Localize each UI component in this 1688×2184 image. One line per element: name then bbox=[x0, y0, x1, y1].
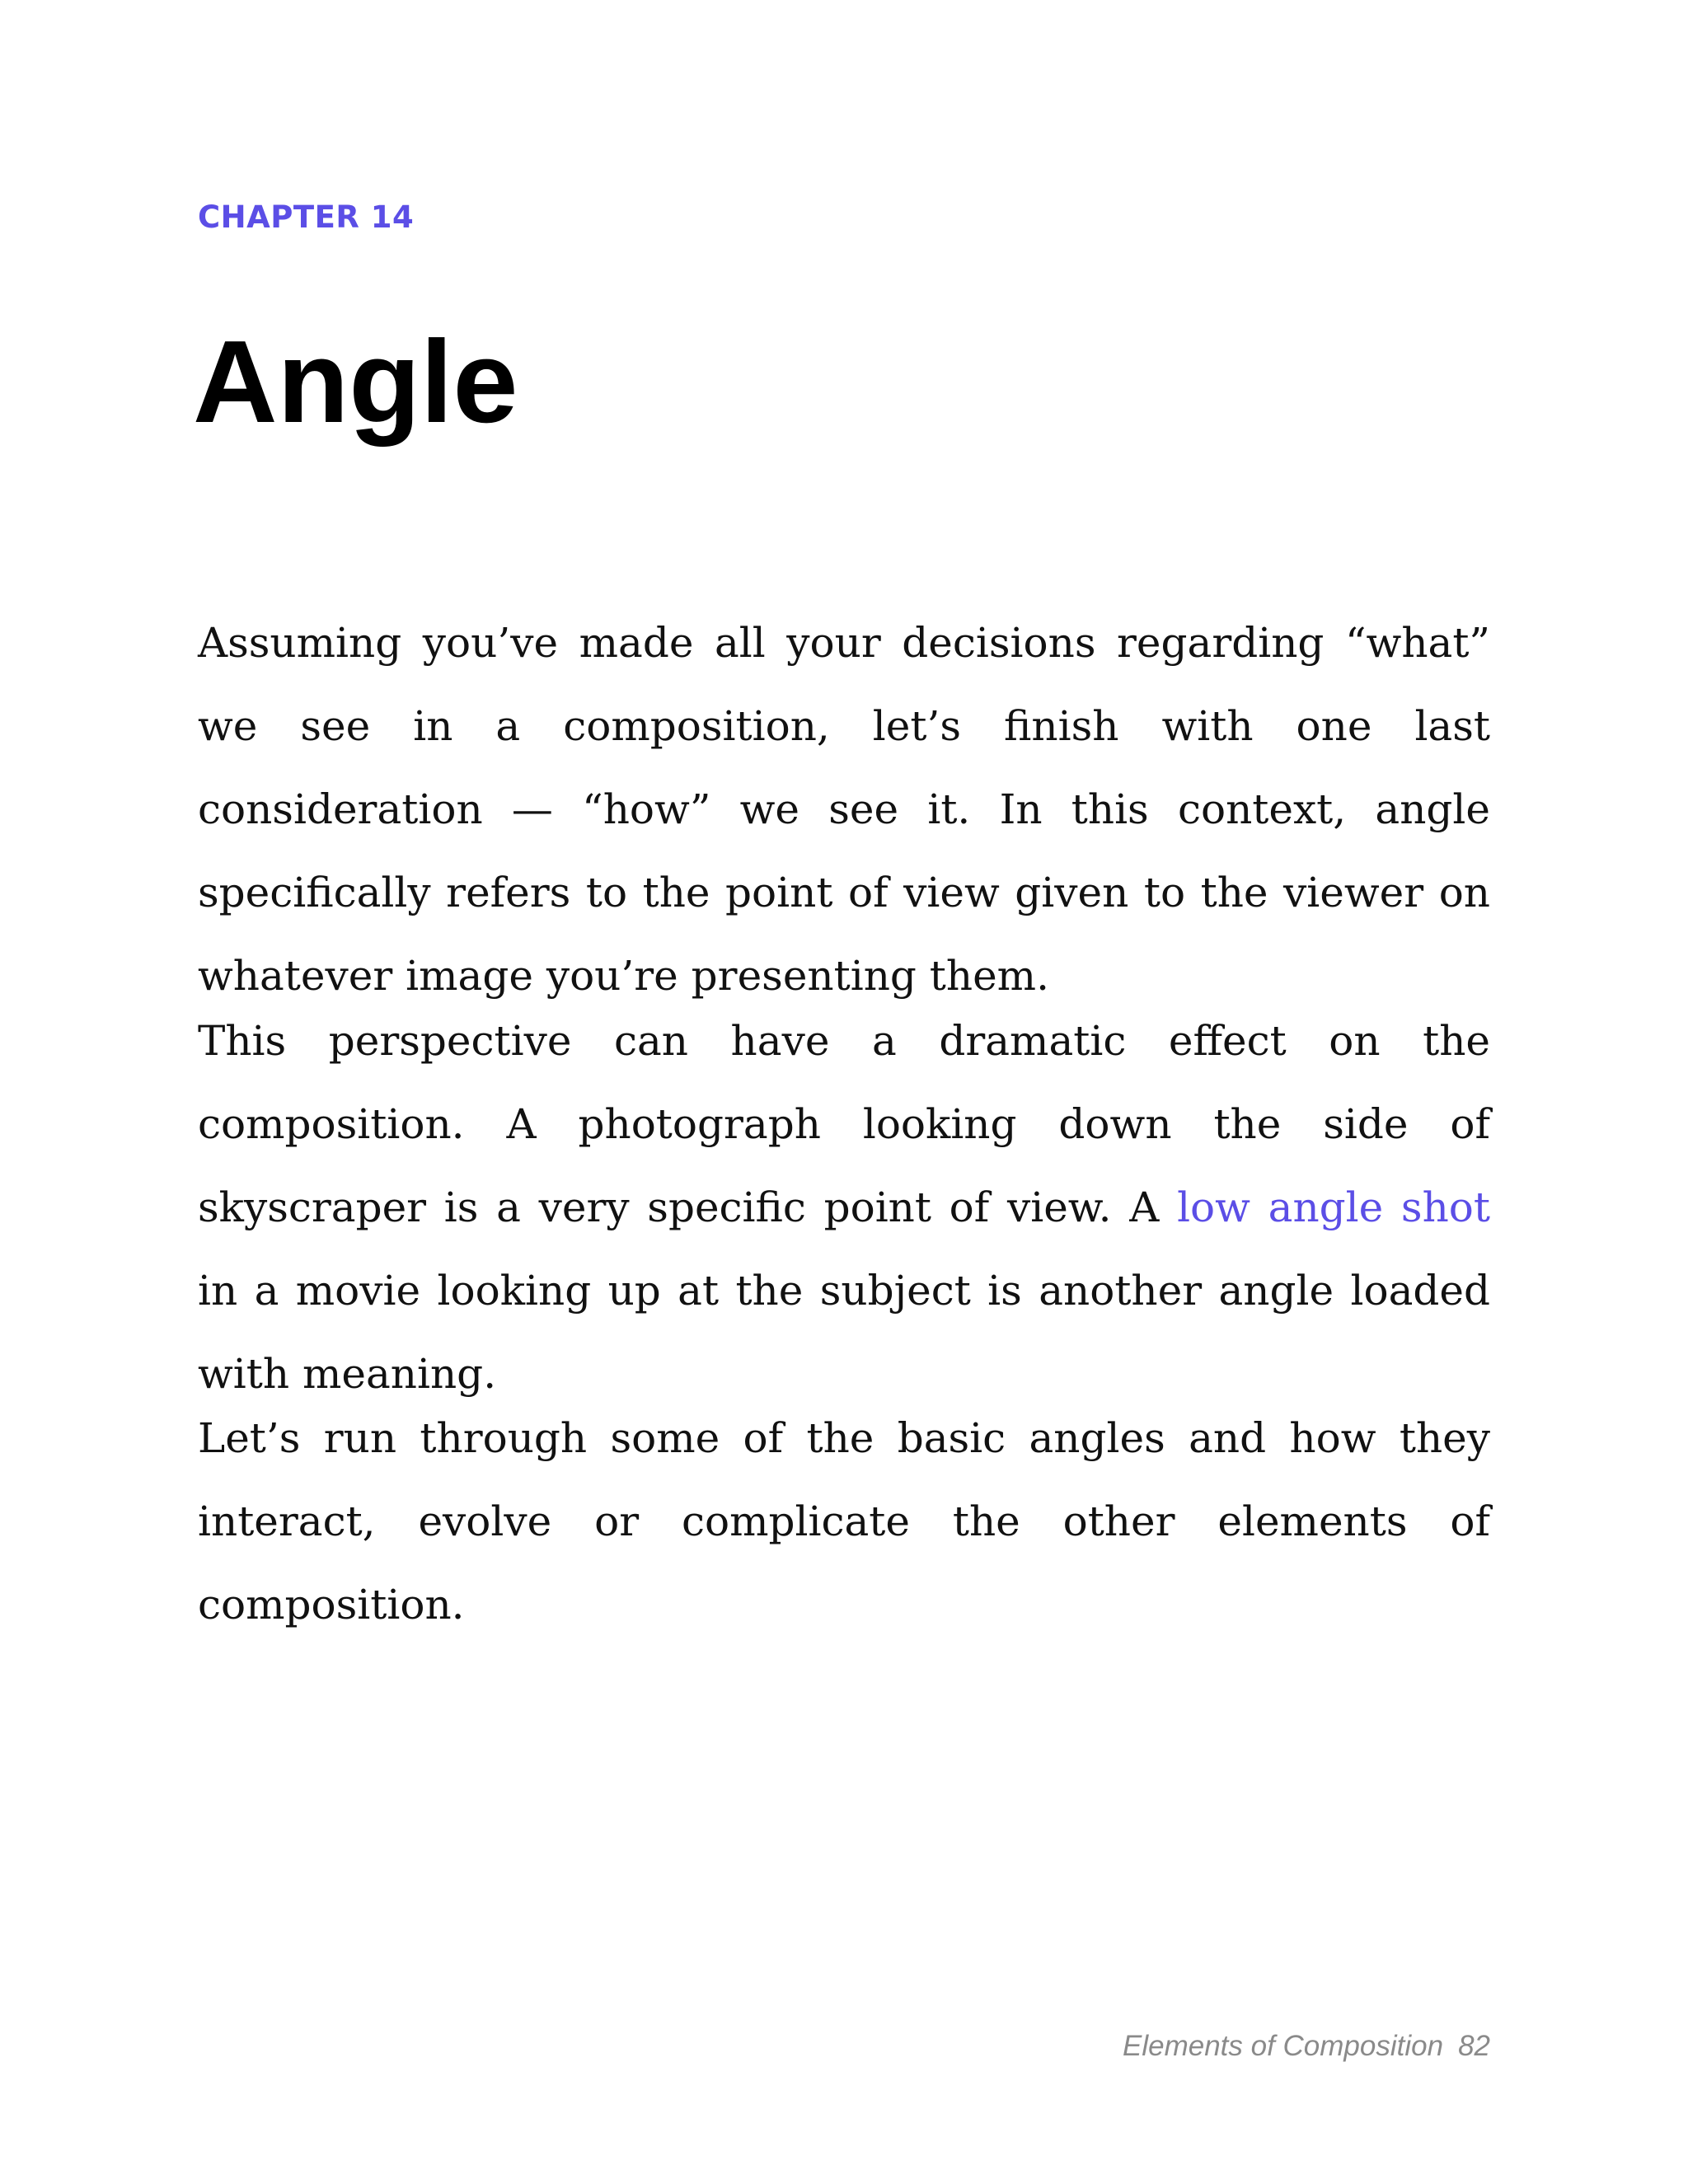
chapter-title: Angle bbox=[193, 316, 518, 448]
paragraph-perspective-text-start: This perspective can have a dramatic effect on the composition. A photograph looking down the side of skyscraper is a very specific point of view. A bbox=[198, 1017, 1490, 1231]
paragraph-perspective bbox=[198, 1000, 1490, 1416]
paragraph-outro: Let’s run through some of the basic angles and how they interact, evolve or complicate the other elements of composition. bbox=[198, 1414, 1490, 1629]
chapter-label: CHAPTER 14 bbox=[198, 199, 415, 235]
footer-book-title: Elements of Composition bbox=[1122, 2030, 1444, 2062]
page-footer bbox=[1123, 2030, 1490, 2063]
paragraph-intro: Assuming you’ve made all your decisions regarding “what” we see in a composition, let’s finish with one last consideration — “how” we see it. In this context, angle specifically refers to the point of view given to the viewer on whatever image you’re presenting them. bbox=[198, 619, 1490, 1000]
low-angle-shot-link[interactable]: low angle shot bbox=[1177, 1183, 1490, 1231]
paragraph-perspective-text-end: in a movie looking up at the subject is another angle loaded with meaning. bbox=[198, 1267, 1490, 1398]
page-number: 82 bbox=[1458, 2030, 1490, 2062]
